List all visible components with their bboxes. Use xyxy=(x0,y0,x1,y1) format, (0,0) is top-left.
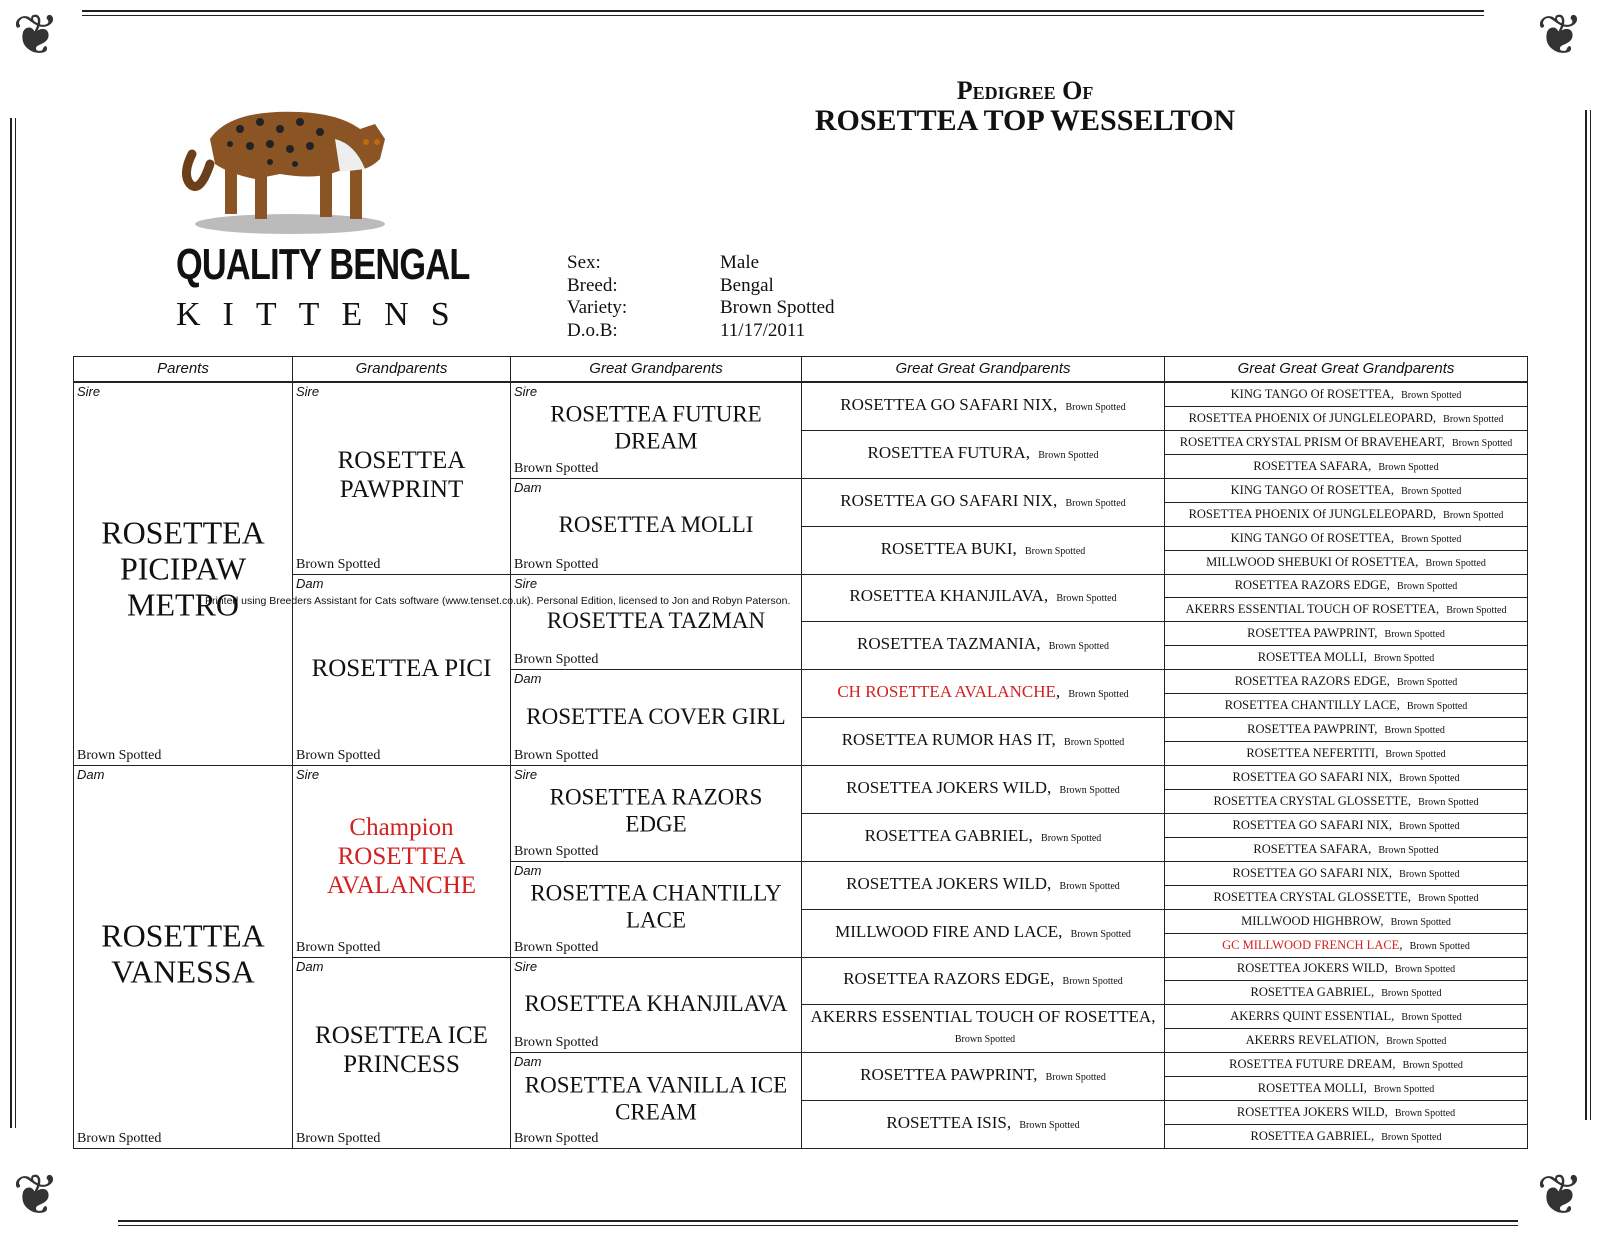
cat-entry: ROSETTEA SAFARA, Brown Spotted xyxy=(1253,458,1439,473)
parent-role-label: Sire xyxy=(514,958,538,974)
cat-entry: ROSETTEA JOKERS WILD, Brown Spotted xyxy=(1236,1105,1456,1120)
cat-entry: MILLWOOD HIGHBROW, Brown Spotted xyxy=(1241,913,1451,928)
parent-role-label: Sire xyxy=(296,384,320,399)
pedigree-cell xyxy=(801,957,1165,1006)
cat-entry: ROSETTEA PAWPRINT, Brown Spotted xyxy=(1247,626,1445,641)
cat-entry: ROSETTEA JOKERS WILD, Brown Spotted xyxy=(846,873,1120,893)
cat-entry: KING TANGO Of ROSETTEA, Brown Spotted xyxy=(1230,386,1462,401)
cat-entry: AKERRS ESSENTIAL TOUCH OF ROSETTEA, Brown Spotted xyxy=(810,1007,1156,1046)
cat-variety: Brown Spotted xyxy=(1397,677,1458,689)
cat-name: MILLWOOD SHEBUKI Of ROSETTEA xyxy=(1206,554,1416,569)
cat-entry: MILLWOOD SHEBUKI Of ROSETTEA, Brown Spotted xyxy=(1206,554,1486,569)
cat-variety: Brown Spotted xyxy=(514,556,599,572)
cat-variety: Brown Spotted xyxy=(1401,485,1462,497)
cat-variety: Brown Spotted xyxy=(1394,1108,1456,1120)
cat-name: ROSETTEA CHANTILLY LACE xyxy=(1224,698,1397,713)
frame-right-line xyxy=(1585,110,1587,1120)
cat-name: ROSETTEA MOLLI xyxy=(558,512,754,538)
cat-name: ROSETTEA PAWPRINT xyxy=(1247,626,1375,641)
pedigree-cell xyxy=(1164,957,1528,982)
cat-name: ROSETTEA KHANJILAVA xyxy=(524,991,788,1017)
parent-role-label: Dam xyxy=(296,575,324,591)
cat-name: ROSETTEA PHOENIX Of JUNGLELEOPARD xyxy=(1188,506,1433,521)
cat-name: ROSETTEA PAWPRINT xyxy=(337,447,466,504)
cat-variety: Brown Spotted xyxy=(1399,820,1460,832)
cat-variety: Brown Spotted xyxy=(514,843,599,859)
info-key: Breed: xyxy=(567,274,618,296)
pedigree-cell xyxy=(801,574,1165,623)
cat-variety: Brown Spotted xyxy=(514,460,599,476)
cat-name: AKERRS ESSENTIAL TOUCH OF ROSETTEA xyxy=(810,1007,1152,1027)
cat-info xyxy=(567,252,835,342)
cat-name: ROSETTEA RAZORS EDGE xyxy=(1234,578,1387,593)
frame-top-line-2 xyxy=(82,15,1484,16)
info-value: Male xyxy=(720,252,760,273)
cat-name: ROSETTEA TAZMAN xyxy=(546,608,766,634)
pedigree-cell xyxy=(510,1052,802,1149)
cat-entry: ROSETTEA GABRIEL, Brown Spotted xyxy=(1250,985,1442,1000)
info-key: D.o.B: xyxy=(567,319,618,341)
cat-name: MILLWOOD FIRE AND LACE xyxy=(835,921,1059,941)
cat-variety: Brown Spotted xyxy=(296,556,381,572)
frame-bottom-line xyxy=(118,1220,1518,1222)
column-header: Parents xyxy=(73,356,293,382)
cat-entry: ROSETTEA GO SAFARI NIX, Brown Spotted xyxy=(840,490,1126,510)
cat-variety: Brown Spotted xyxy=(1059,880,1120,892)
cat-name: ROSETTEA MOLLI xyxy=(1257,1081,1364,1096)
info-key: Variety: xyxy=(567,297,628,318)
cat-entry: ROSETTEA MOLLI, Brown Spotted xyxy=(1257,1081,1435,1096)
cat-name: ROSETTEA FUTURE DREAM xyxy=(1229,1057,1393,1072)
cat-variety: Brown Spotted xyxy=(954,1034,1016,1046)
cat-variety: Brown Spotted xyxy=(1451,437,1513,449)
pedigree-cell xyxy=(801,813,1165,862)
cat-entry: KING TANGO Of ROSETTEA, Brown Spotted xyxy=(1230,530,1462,545)
pedigree-cell xyxy=(1164,765,1528,790)
cat-name: ROSETTEA RAZORS EDGE xyxy=(843,969,1051,989)
pedigree-cell xyxy=(801,478,1165,527)
cat-entry: ROSETTEA TAZMANIA, Brown Spotted xyxy=(857,634,1109,654)
cat-entry: ROSETTEA MOLLI, Brown Spotted xyxy=(1257,650,1435,665)
logo-subtitle: KITTENS xyxy=(176,296,472,333)
cat-variety: Brown Spotted xyxy=(1378,461,1439,473)
column-header: Great Great Great Grandparents xyxy=(1164,356,1528,382)
cat-variety: Brown Spotted xyxy=(1390,916,1451,928)
pedigree-cell xyxy=(1164,478,1528,503)
cat-variety: Brown Spotted xyxy=(1373,653,1435,665)
cat-entry: ROSETTEA RAZORS EDGE, Brown Spotted xyxy=(1234,578,1458,593)
cat-variety: Brown Spotted xyxy=(1443,413,1504,425)
cat-variety: Brown Spotted xyxy=(1385,749,1446,761)
cat-variety: Brown Spotted xyxy=(1443,509,1504,521)
pedigree-cell xyxy=(1164,909,1528,934)
cat-name: ROSETTEA RAZORS EDGE xyxy=(549,784,763,837)
frame-bottom-line-2 xyxy=(118,1225,1518,1226)
column-header: Grandparents xyxy=(292,356,511,382)
pedigree-cell xyxy=(1164,813,1528,838)
pedigree-cell xyxy=(1164,1124,1528,1149)
info-value: Brown Spotted xyxy=(720,297,835,318)
pedigree-cell xyxy=(1164,1052,1528,1077)
cat-variety: Brown Spotted xyxy=(1409,940,1470,952)
pedigree-cell xyxy=(510,669,802,766)
cat-entry: KING TANGO Of ROSETTEA, Brown Spotted xyxy=(1230,482,1462,497)
cat-variety: Brown Spotted xyxy=(1056,593,1117,605)
cat-variety: Brown Spotted xyxy=(1048,641,1109,653)
cat-name: ROSETTEA VANESSA xyxy=(101,917,265,990)
column-header: Great Grandparents xyxy=(510,356,802,382)
cat-entry: ROSETTEA RAZORS EDGE, Brown Spotted xyxy=(843,969,1123,989)
software-watermark: Printed using Breeders Assistant for Cats software (www.tenset.co.uk). Personal Edition, licensed to Jon and Robyn Paterson. xyxy=(205,595,791,607)
pedigree-cell xyxy=(1164,526,1528,551)
cat-variety: Brown Spotted xyxy=(514,748,599,763)
pedigree-cell xyxy=(1164,980,1528,1005)
cat-name: ROSETTEA PAWPRINT xyxy=(1247,722,1375,737)
pedigree-cell xyxy=(510,382,802,479)
pedigree-cell xyxy=(1164,789,1528,814)
cat-variety: Brown Spotted xyxy=(514,939,599,955)
cat-variety: Brown Spotted xyxy=(1399,868,1460,880)
cat-variety: Brown Spotted xyxy=(1045,1072,1106,1084)
cat-entry: AKERRS REVELATION, Brown Spotted xyxy=(1245,1033,1447,1048)
pedigree-cell xyxy=(1164,1100,1528,1125)
parent-role-label: Dam xyxy=(296,958,324,974)
pedigree-cell xyxy=(801,669,1165,718)
cat-name: ROSETTEA GO SAFARI NIX xyxy=(1232,865,1389,880)
ornamental-corner-icon: ❦ xyxy=(1536,1165,1584,1227)
cat-name: ROSETTEA JOKERS WILD xyxy=(1236,1105,1385,1120)
pedigree-cell xyxy=(801,526,1165,575)
cat-name: ROSETTEA GO SAFARI NIX xyxy=(840,490,1053,510)
pedigree-cell xyxy=(801,621,1165,670)
cat-name: ROSETTEA GABRIEL xyxy=(1250,985,1371,1000)
cat-name: ROSETTEA FUTURA xyxy=(867,442,1026,462)
pedigree-cell xyxy=(510,957,802,1054)
ornamental-corner-icon: ❦ xyxy=(12,5,60,67)
cat-entry: AKERRS QUINT ESSENTIAL, Brown Spotted xyxy=(1230,1009,1462,1024)
cat-entry: ROSETTEA PHOENIX Of JUNGLELEOPARD, Brown Spotted xyxy=(1188,506,1504,521)
cat-variety: Brown Spotted xyxy=(1378,844,1439,856)
cat-name: ROSETTEA SAFARA xyxy=(1253,458,1369,473)
cat-entry: ROSETTEA CRYSTAL PRISM Of BRAVEHEART, Brown Spotted xyxy=(1179,434,1513,449)
cat-entry: ROSETTEA GABRIEL, Brown Spotted xyxy=(864,825,1102,845)
cat-name: ROSETTEA CRYSTAL GLOSSETTE xyxy=(1213,793,1408,808)
ornamental-corner-icon: ❦ xyxy=(12,1165,60,1227)
cat-entry: ROSETTEA GO SAFARI NIX, Brown Spotted xyxy=(1232,865,1460,880)
column-header: Great Great Grandparents xyxy=(801,356,1165,382)
cat-name: ROSETTEA SAFARA xyxy=(1253,841,1369,856)
cat-name: ROSETTEA GO SAFARI NIX xyxy=(840,394,1053,414)
cat-variety: Brown Spotted xyxy=(1399,772,1460,784)
cat-name: ROSETTEA NEFERTITI xyxy=(1246,746,1376,761)
cat-entry: ROSETTEA RAZORS EDGE, Brown Spotted xyxy=(1234,674,1458,689)
cat-entry: ROSETTEA ISIS, Brown Spotted xyxy=(886,1113,1080,1133)
pedigree-cell xyxy=(1164,717,1528,742)
cat-name: ROSETTEA CRYSTAL PRISM Of BRAVEHEART xyxy=(1179,434,1442,449)
pedigree-cell xyxy=(1164,933,1528,958)
cat-entry: ROSETTEA JOKERS WILD, Brown Spotted xyxy=(1236,961,1456,976)
cat-entry: AKERRS ESSENTIAL TOUCH OF ROSETTEA, Brown Spotted xyxy=(1185,602,1507,617)
frame-right-line-2 xyxy=(1590,110,1591,1120)
pedigree-cell xyxy=(1164,406,1528,431)
pedigree-cell xyxy=(1164,669,1528,694)
cat-name: ROSETTEA GABRIEL xyxy=(864,825,1029,845)
cat-name: KING TANGO Of ROSETTEA xyxy=(1230,530,1391,545)
cat-name: ROSETTEA KHANJILAVA xyxy=(849,586,1044,606)
pedigree-cell xyxy=(1164,1004,1528,1029)
pedigree-cell xyxy=(1164,1076,1528,1101)
cat-variety: Brown Spotted xyxy=(296,939,381,955)
cat-name: ROSETTEA MOLLI xyxy=(1257,650,1364,665)
cat-variety: Brown Spotted xyxy=(296,748,381,763)
pedigree-cell xyxy=(801,1004,1165,1053)
cat-entry: CH ROSETTEA AVALANCHE, Brown Spotted xyxy=(837,682,1129,702)
frame-top-line xyxy=(82,10,1484,12)
cat-variety: Brown Spotted xyxy=(1401,389,1462,401)
cat-name: ROSETTEA PICI xyxy=(311,654,492,682)
cat-variety: Brown Spotted xyxy=(1041,832,1102,844)
cat-variety: Brown Spotted xyxy=(1064,737,1125,749)
cat-name: KING TANGO Of ROSETTEA xyxy=(1230,482,1391,497)
cat-name: GC MILLWOOD FRENCH LACE xyxy=(1222,937,1400,952)
cat-entry: ROSETTEA NEFERTITI, Brown Spotted xyxy=(1246,746,1446,761)
cat-entry: ROSETTEA PAWPRINT, Brown Spotted xyxy=(1247,722,1445,737)
cat-entry: GC MILLWOOD FRENCH LACE, Brown Spotted xyxy=(1222,937,1470,952)
cat-variety: Brown Spotted xyxy=(1384,629,1445,641)
cat-variety: Brown Spotted xyxy=(1425,557,1486,569)
cat-name: ROSETTEA GO SAFARI NIX xyxy=(1232,769,1389,784)
cat-entry: ROSETTEA CHANTILLY LACE, Brown Spotted xyxy=(1224,698,1468,713)
cat-entry: ROSETTEA JOKERS WILD, Brown Spotted xyxy=(846,777,1120,797)
cat-name: ROSETTEA PAWPRINT xyxy=(860,1065,1034,1085)
cat-variety: Brown Spotted xyxy=(1070,928,1131,940)
pedigree-cell xyxy=(1164,430,1528,455)
pedigree-cell xyxy=(1164,837,1528,862)
info-key: Sex: xyxy=(567,252,601,273)
pedigree-cell xyxy=(1164,1028,1528,1053)
pedigree-cell xyxy=(1164,502,1528,527)
cat-entry: ROSETTEA FUTURE DREAM, Brown Spotted xyxy=(1229,1057,1463,1072)
parent-role-label: Dam xyxy=(514,671,542,687)
pedigree-cell xyxy=(801,717,1165,766)
pedigree-cell xyxy=(1164,382,1528,407)
frame-left-line xyxy=(10,118,12,1128)
cat-variety: Brown Spotted xyxy=(1024,545,1086,557)
cat-variety: Brown Spotted xyxy=(77,748,162,763)
cat-name: CH ROSETTEA AVALANCHE xyxy=(837,682,1056,702)
pedigree-cell xyxy=(801,382,1165,431)
pedigree-cell xyxy=(801,1100,1165,1149)
pedigree-cell xyxy=(801,430,1165,479)
cat-name: KING TANGO Of ROSETTEA xyxy=(1230,386,1391,401)
pedigree-cell xyxy=(1164,454,1528,479)
cat-variety: Brown Spotted xyxy=(1418,796,1479,808)
pedigree-title-large: ROSETTEA TOP WESSELTON xyxy=(814,104,1236,137)
cat-name: ROSETTEA TAZMANIA xyxy=(857,634,1037,654)
pedigree-cell xyxy=(1164,645,1528,670)
pedigree-cell xyxy=(73,765,293,1149)
pedigree-title-small: Pedigree Of xyxy=(956,76,1094,105)
cat-variety: Brown Spotted xyxy=(514,1131,599,1146)
cat-variety: Brown Spotted xyxy=(1381,988,1442,1000)
info-value: Bengal xyxy=(720,274,774,296)
cat-variety: Brown Spotted xyxy=(1059,784,1120,796)
cat-name: Champion ROSETTEA AVALANCHE xyxy=(326,814,477,900)
cat-name: ROSETTEA CHANTILLY LACE xyxy=(530,880,782,933)
parent-role-label: Dam xyxy=(514,479,542,495)
parent-role-label: Sire xyxy=(514,767,538,782)
cat-entry: ROSETTEA PAWPRINT, Brown Spotted xyxy=(860,1065,1106,1085)
cat-name: MILLWOOD HIGHBROW xyxy=(1241,913,1381,928)
pedigree-cell xyxy=(1164,574,1528,599)
pedigree-cell xyxy=(1164,597,1528,622)
cat-entry: ROSETTEA RUMOR HAS IT, Brown Spotted xyxy=(841,730,1125,750)
cat-name: ROSETTEA FUTURE DREAM xyxy=(550,401,762,454)
logo-title: QUALITY BENGAL xyxy=(176,240,470,289)
cat-name: ROSETTEA GABRIEL xyxy=(1250,1129,1371,1144)
parent-role-label: Sire xyxy=(514,575,538,591)
cat-variety: Brown Spotted xyxy=(77,1131,162,1146)
cat-variety: Brown Spotted xyxy=(1373,1084,1435,1096)
ornamental-corner-icon: ❦ xyxy=(1536,5,1584,67)
cat-variety: Brown Spotted xyxy=(296,1131,381,1146)
parent-role-label: Dam xyxy=(514,862,542,878)
cat-entry: ROSETTEA PHOENIX Of JUNGLELEOPARD, Brown Spotted xyxy=(1188,410,1504,425)
pedigree-cell xyxy=(292,765,511,958)
pedigree-cell xyxy=(801,861,1165,910)
parent-role-label: Dam xyxy=(514,1054,542,1070)
pedigree-table xyxy=(73,356,1527,1148)
pedigree-cell xyxy=(1164,621,1528,646)
cat-name: ROSETTEA VANILLA ICE CREAM xyxy=(524,1071,788,1124)
cat-variety: Brown Spotted xyxy=(1402,1060,1463,1072)
parent-role-label: Sire xyxy=(296,767,320,782)
cat-variety: Brown Spotted xyxy=(1394,964,1456,976)
pedigree-cell xyxy=(1164,885,1528,910)
cat-variety: Brown Spotted xyxy=(1381,1132,1442,1144)
cat-variety: Brown Spotted xyxy=(514,652,599,668)
cat-entry: ROSETTEA CRYSTAL GLOSSETTE, Brown Spotted xyxy=(1213,793,1479,808)
cat-entry: ROSETTEA GABRIEL, Brown Spotted xyxy=(1250,1129,1442,1144)
info-value: 11/17/2011 xyxy=(720,319,806,341)
cat-variety: Brown Spotted xyxy=(1038,449,1099,461)
cat-variety: Brown Spotted xyxy=(1386,1036,1447,1048)
parent-role-label: Sire xyxy=(514,384,538,399)
parent-role-label: Dam xyxy=(77,767,105,782)
pedigree-cell xyxy=(1164,861,1528,886)
cat-entry: ROSETTEA SAFARA, Brown Spotted xyxy=(1253,841,1439,856)
cat-variety: Brown Spotted xyxy=(1068,689,1129,701)
pedigree-cell xyxy=(292,957,511,1150)
cat-name: ROSETTEA JOKERS WILD xyxy=(1236,961,1385,976)
cat-entry: ROSETTEA GO SAFARI NIX, Brown Spotted xyxy=(1232,817,1460,832)
pedigree-cell xyxy=(1164,693,1528,718)
pedigree-cell xyxy=(801,765,1165,814)
cat-entry: MILLWOOD FIRE AND LACE, Brown Spotted xyxy=(835,921,1131,941)
cat-name: ROSETTEA RAZORS EDGE xyxy=(1234,674,1387,689)
cat-name: AKERRS ESSENTIAL TOUCH OF ROSETTEA xyxy=(1185,602,1436,617)
parent-role-label: Sire xyxy=(77,384,101,399)
cat-entry: ROSETTEA CRYSTAL GLOSSETTE, Brown Spotted xyxy=(1213,889,1479,904)
pedigree-cell xyxy=(73,382,293,766)
cat-variety: Brown Spotted xyxy=(1065,401,1126,413)
cat-name: ROSETTEA COVER GIRL xyxy=(526,703,786,729)
cat-name: ROSETTEA PHOENIX Of JUNGLELEOPARD xyxy=(1188,410,1433,425)
cat-name: AKERRS QUINT ESSENTIAL xyxy=(1230,1009,1392,1024)
pedigree-cell xyxy=(510,861,802,958)
pedigree-cell xyxy=(1164,741,1528,766)
cat-entry: ROSETTEA BUKI, Brown Spotted xyxy=(880,538,1086,558)
pedigree-cell xyxy=(1164,550,1528,575)
frame-left-line-2 xyxy=(15,118,16,1128)
cat-entry: ROSETTEA GO SAFARI NIX, Brown Spotted xyxy=(1232,769,1460,784)
cat-variety: Brown Spotted xyxy=(1401,533,1462,545)
cat-name: ROSETTEA PICIPAW METRO xyxy=(101,514,265,623)
cat-name: ROSETTEA ISIS xyxy=(886,1113,1007,1133)
pedigree-cell xyxy=(510,765,802,862)
cat-variety: Brown Spotted xyxy=(1401,1012,1462,1024)
pedigree-cell xyxy=(510,574,802,671)
cat-entry: ROSETTEA GO SAFARI NIX, Brown Spotted xyxy=(840,394,1126,414)
cat-variety: Brown Spotted xyxy=(514,1035,599,1051)
cat-name: ROSETTEA GO SAFARI NIX xyxy=(1232,817,1389,832)
cat-entry: ROSETTEA KHANJILAVA, Brown Spotted xyxy=(849,586,1117,606)
cat-name: ROSETTEA JOKERS WILD xyxy=(846,873,1048,893)
cat-variety: Brown Spotted xyxy=(1065,497,1126,509)
pedigree-cell xyxy=(801,909,1165,958)
cat-variety: Brown Spotted xyxy=(1062,976,1123,988)
cat-name: AKERRS REVELATION xyxy=(1245,1033,1376,1048)
cat-variety: Brown Spotted xyxy=(1019,1120,1080,1132)
cat-variety: Brown Spotted xyxy=(1397,581,1458,593)
cat-name: ROSETTEA BUKI xyxy=(880,538,1013,558)
pedigree-cell xyxy=(510,478,802,575)
pedigree-cell xyxy=(292,382,511,575)
cat-variety: Brown Spotted xyxy=(1406,701,1468,713)
cat-variety: Brown Spotted xyxy=(1384,725,1445,737)
cat-name: ROSETTEA JOKERS WILD xyxy=(846,777,1048,797)
cat-variety: Brown Spotted xyxy=(1446,605,1507,617)
cat-name: ROSETTEA ICE PRINCESS xyxy=(315,1021,488,1078)
pedigree-cell xyxy=(801,1052,1165,1101)
cat-name: ROSETTEA CRYSTAL GLOSSETTE xyxy=(1213,889,1408,904)
cat-name: ROSETTEA RUMOR HAS IT xyxy=(841,730,1052,750)
cat-variety: Brown Spotted xyxy=(1418,892,1479,904)
cat-entry: ROSETTEA FUTURA, Brown Spotted xyxy=(867,442,1099,462)
